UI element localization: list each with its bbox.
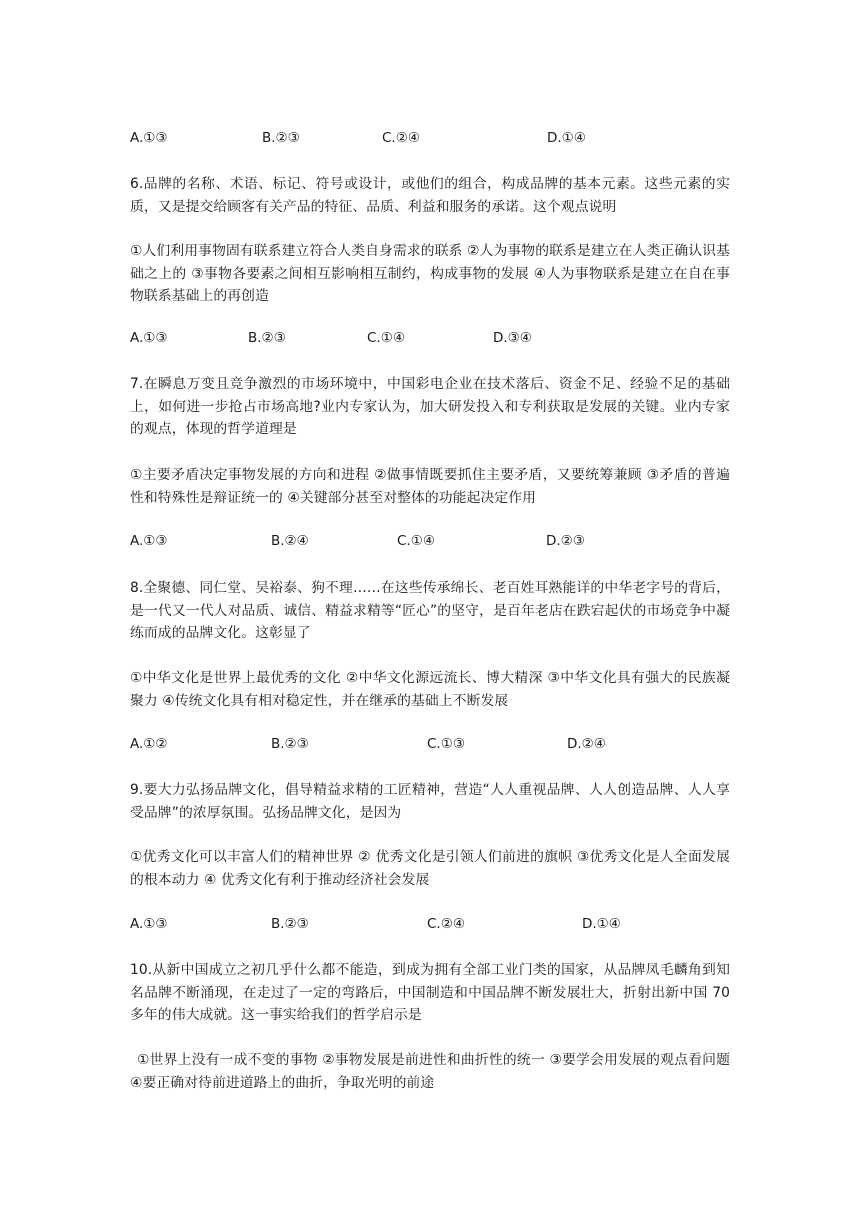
q8-option-c: C.①③ xyxy=(427,736,465,752)
q7-options xyxy=(130,533,730,555)
q10-statements: ①世界上没有一成不变的事物 ②事物发展是前进性和曲折性的统一 ③要学会用发展的观点看问题 ④要正确对待前进道路上的曲折，争取光明的前途 xyxy=(130,1052,730,1091)
q6-stem: 6.品牌的名称、术语、标记、符号或设计，或他们的组合，构成品牌的基本元素。这些元素的实质，又是提交给顾客有关产品的特征、品质、利益和服务的承诺。这个观点说明 xyxy=(130,176,730,215)
q9-option-b: B.②③ xyxy=(271,916,309,932)
q8-statements: ①中华文化是世界上最优秀的文化 ②中华文化源远流长、博大精深 ③中华文化具有强大的民族凝聚力 ④传统文化具有相对稳定性，并在继承的基础上不断发展 xyxy=(130,670,730,709)
q5-option-a: A.①③ xyxy=(130,130,168,146)
q6-option-a: A.①③ xyxy=(130,330,168,346)
q9-option-c: C.②④ xyxy=(427,916,465,932)
q9-options xyxy=(130,916,730,938)
q7-option-a: A.①③ xyxy=(130,533,168,549)
q5-option-c: C.②④ xyxy=(382,130,420,146)
q7-statements: ①主要矛盾决定事物发展的方向和进程 ②做事情既要抓住主要矛盾，又要统筹兼顾 ③矛盾的普遍性和特殊性是辩证统一的 ④关键部分甚至对整体的功能起决定作用 xyxy=(130,467,730,506)
q6-statements: ①人们利用事物固有联系建立符合人类自身需求的联系 ②人为事物的联系是建立在人类正确认识基础之上的 ③事物各要素之间相互影响相互制约，构成事物的发展 ④人为事物联系是建立在自在事物联系基础上的再创造 xyxy=(130,243,730,304)
q6-option-c: C.①④ xyxy=(367,330,405,346)
q9-option-d: D.①④ xyxy=(582,916,621,932)
q5-option-d: D.①④ xyxy=(547,130,586,146)
q5-option-b: B.②③ xyxy=(262,130,300,146)
q8-stem: 8.全聚德、同仁堂、吴裕泰、狗不理……在这些传承绵长、老百姓耳熟能详的中华老字号的背后，是一代又一代人对品质、诚信、精益求精等“匠心”的坚守，是百年老店在跌宕起伏的市场竞争中凝练而成的品牌文化。这彰显了 xyxy=(130,580,730,641)
q7-option-d: D.②③ xyxy=(546,533,585,549)
q7-stem: 7.在瞬息万变且竞争激烈的市场环境中，中国彩电企业在技术落后、资金不足、经验不足的基础上，如何进一步抢占市场高地?业内专家认为，加大研发投入和专利获取是发展的关键。业内专家的观点，体现的哲学道理是 xyxy=(130,376,730,437)
q9-option-a: A.①③ xyxy=(130,916,168,932)
q9-statements: ①优秀文化可以丰富人们的精神世界 ② 优秀文化是引领人们前进的旗帜 ③优秀文化是人全面发展的根本动力 ④ 优秀文化有利于推动经济社会发展 xyxy=(130,849,730,888)
q5-options xyxy=(130,130,730,152)
q7-option-c: C.①④ xyxy=(397,533,435,549)
q10-stem: 10.从新中国成立之初几乎什么都不能造，到成为拥有全部工业门类的国家，从品牌凤毛麟角到知名品牌不断涌现，在走过了一定的弯路后，中国制造和中国品牌不断发展壮大，折射出新中国 70 多年的伟大成就。这一事实给我们的哲学启示是 xyxy=(130,962,730,1023)
q6-option-b: B.②③ xyxy=(248,330,286,346)
q8-option-a: A.①② xyxy=(130,736,168,752)
q6-option-d: D.③④ xyxy=(493,330,532,346)
q6-options xyxy=(130,330,730,352)
q9-stem: 9.要大力弘扬品牌文化，倡导精益求精的工匠精神，营造“人人重视品牌、人人创造品牌、人人享受品牌”的浓厚氛围。弘扬品牌文化，是因为 xyxy=(130,782,730,821)
q7-option-b: B.②④ xyxy=(271,533,309,549)
q8-options xyxy=(130,736,730,758)
q8-option-d: D.②④ xyxy=(567,736,606,752)
q8-option-b: B.②③ xyxy=(271,736,309,752)
